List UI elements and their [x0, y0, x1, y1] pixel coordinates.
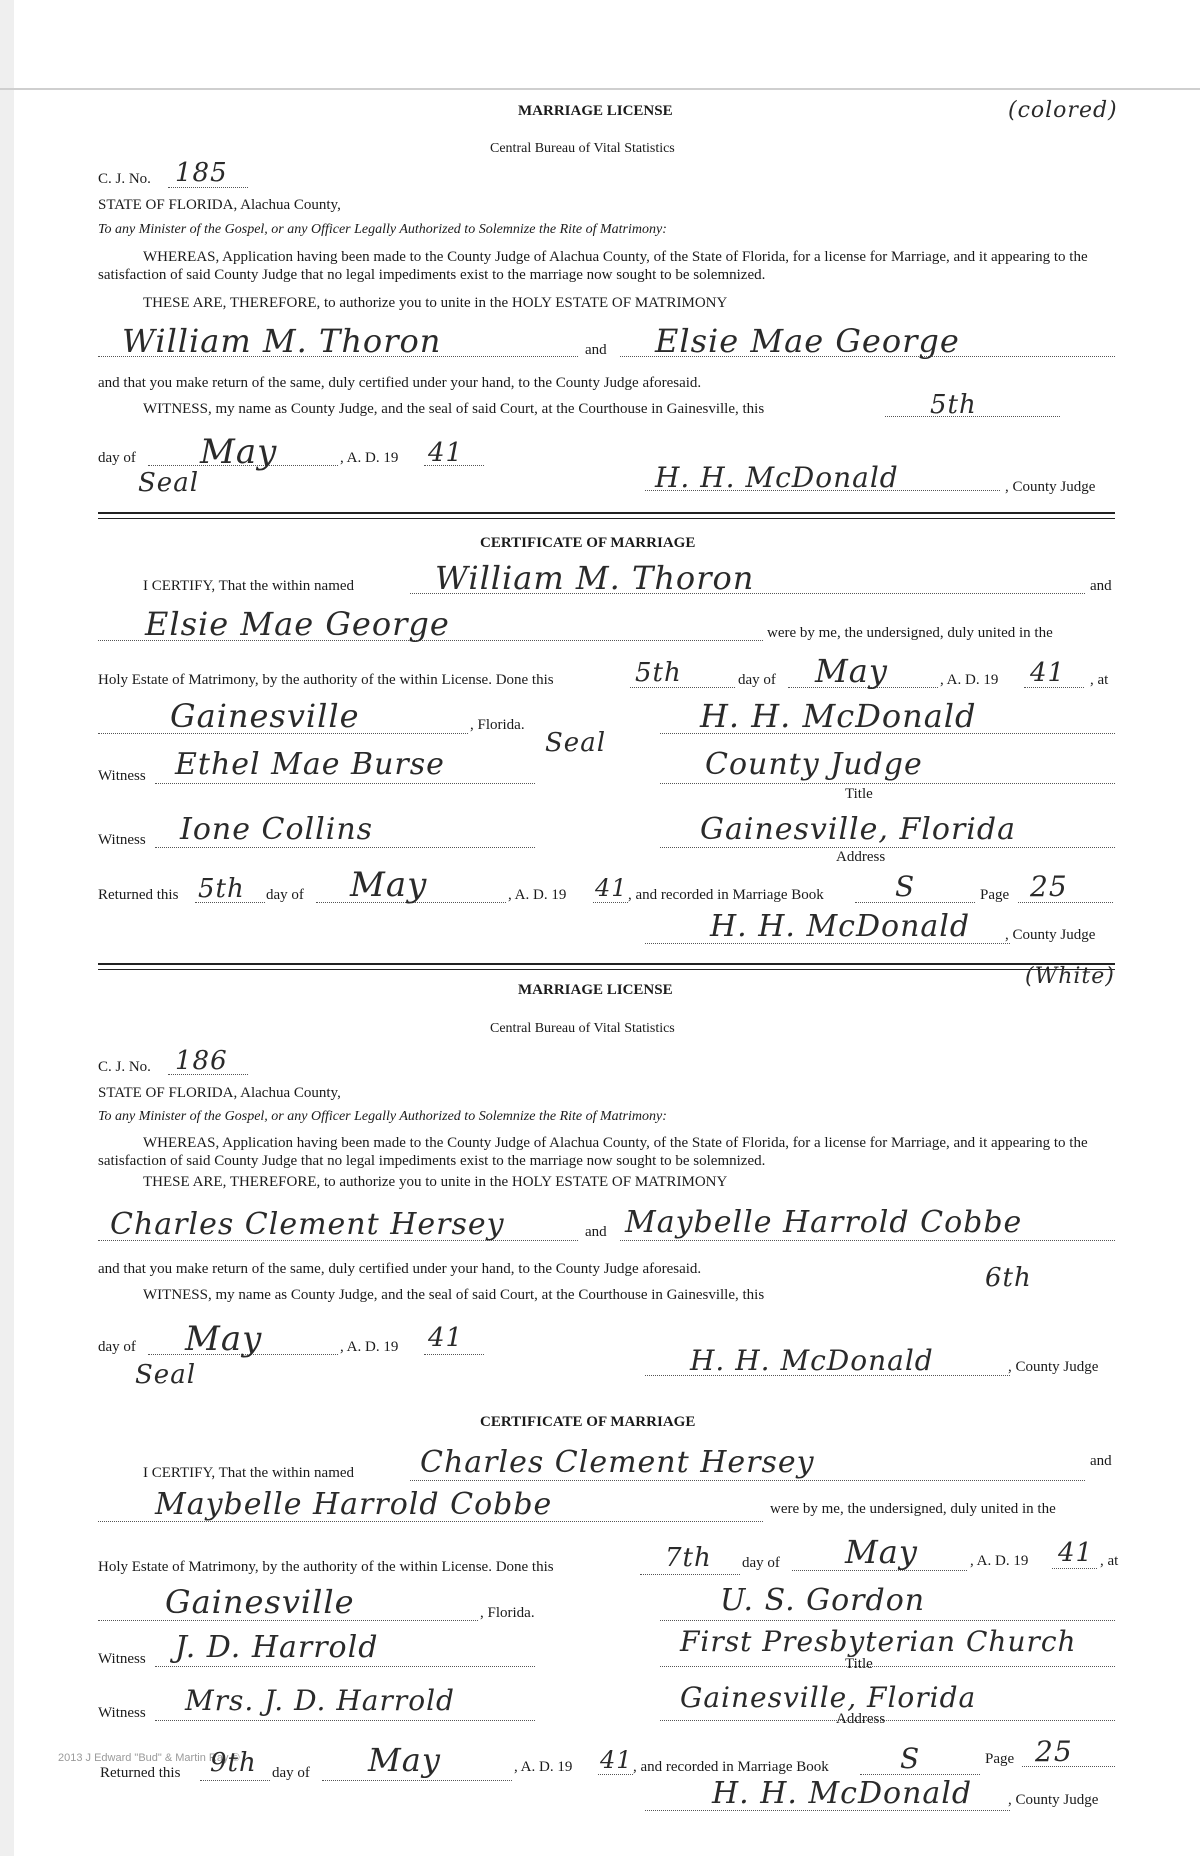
- cert2-address-label: Address: [836, 1711, 886, 1727]
- cert2-and: and: [1090, 1453, 1112, 1469]
- top-scan-band: [0, 88, 1200, 90]
- ret-year-line: [598, 1774, 633, 1775]
- divider: [98, 512, 1115, 514]
- cert2-i-certify: I CERTIFY, That the within named: [143, 1465, 355, 1481]
- cert2-groom: Charles Clement Hersey: [420, 1445, 815, 1480]
- cert2-bride: Maybelle Harrold Cobbe: [155, 1487, 553, 1522]
- cert2-officiant: U. S. Gordon: [720, 1583, 926, 1618]
- cert2-done-day: 7th: [665, 1543, 712, 1573]
- license1-title: MARRIAGE LICENSE: [518, 103, 673, 119]
- cert2-ret-ad: , A. D. 19: [514, 1759, 573, 1775]
- cert1-i-certify: I CERTIFY, That the within named: [143, 578, 355, 594]
- cert2-witness2-label: Witness: [98, 1705, 146, 1721]
- address-line: [660, 847, 1115, 848]
- witness2-line: [155, 1720, 535, 1721]
- cert1-title-value: County Judge: [705, 747, 923, 782]
- year-line: [1052, 1568, 1097, 1569]
- cert2-florida: , Florida.: [480, 1605, 535, 1621]
- license1-month: May: [200, 432, 278, 472]
- license2-seal: Seal: [135, 1360, 197, 1390]
- cert2-recorded: , and recorded in Marriage Book: [633, 1759, 829, 1775]
- cert1-judge-signature: H. H. McDonald: [710, 909, 971, 944]
- cert2-page: 25: [1035, 1735, 1073, 1768]
- cert1-florida: , Florida.: [470, 717, 525, 733]
- officiant-line: [660, 1620, 1115, 1621]
- title-line: [660, 1666, 1115, 1667]
- license2-groom: Charles Clement Hersey: [110, 1207, 505, 1242]
- license1-these-are: THESE ARE, THEREFORE, to authorize you to unite in the HOLY ESTATE OF MATRIMONY: [143, 295, 728, 311]
- cert1-title: CERTIFICATE OF MARRIAGE: [480, 535, 696, 551]
- license2-whereas: WHEREAS, Application having been made to the County Judge of Alachua County, of the State of Florida, for a license for Marriage, and it appearing to the satisfaction of said County Judge that no legal impediments exist to the marriage now sought to be solemnized.: [98, 1135, 1088, 1169]
- license2-cj-label: C. J. No.: [98, 1059, 151, 1075]
- cert1-officiant: H. H. McDonald: [700, 697, 977, 735]
- done-day-line: [640, 1574, 740, 1575]
- cert2-month: May: [845, 1533, 918, 1571]
- cert2-place: Gainesville: [165, 1583, 355, 1621]
- license1-day-of: day of: [98, 450, 136, 466]
- witness1-line: [155, 783, 535, 784]
- license1-and: and: [585, 342, 607, 358]
- cert2-returned-day: 9th: [210, 1748, 257, 1778]
- cert1-and: and: [1090, 578, 1112, 594]
- ret-year-line: [593, 902, 628, 903]
- cert1-page: 25: [1030, 870, 1068, 903]
- license1-witness-text: WITNESS, my name as County Judge, and the seal of said Court, at the Courthouse in Gainesville, this: [143, 401, 765, 417]
- license2-month: May: [185, 1319, 263, 1359]
- license1-day: 5th: [930, 390, 977, 420]
- cert2-united: were by me, the undersigned, duly united in the: [770, 1501, 1056, 1517]
- cert1-returned: Returned this: [98, 887, 179, 903]
- license2-return-text: and that you make return of the same, duly certified under your hand, to the County Judge aforesaid.: [98, 1261, 702, 1277]
- title-line: [660, 783, 1115, 784]
- cert1-day-of: day of: [738, 672, 776, 688]
- cert1-done-day: 5th: [635, 658, 682, 688]
- cert2-witness1-label: Witness: [98, 1651, 146, 1667]
- license1-cj-number: 185: [175, 158, 228, 188]
- cert2-ret-year: 41: [600, 1746, 633, 1774]
- bride-line: [620, 1240, 1115, 1241]
- license1-bureau: Central Bureau of Vital Statistics: [490, 141, 675, 156]
- cert1-address-value: Gainesville, Florida: [700, 812, 1016, 847]
- cert1-title-label: Title: [845, 786, 873, 802]
- license2-title: MARRIAGE LICENSE: [518, 982, 673, 998]
- license2-bride: Maybelle Harrold Cobbe: [625, 1205, 1023, 1240]
- witness2-line: [155, 847, 535, 848]
- license2-year: 41: [428, 1323, 464, 1353]
- cert2-returned: Returned this: [100, 1765, 181, 1781]
- cert2-title: CERTIFICATE OF MARRIAGE: [480, 1414, 696, 1430]
- license1-note: (colored): [1008, 98, 1118, 123]
- cert2-holy-estate: Holy Estate of Matrimony, by the authority of the within License. Done this: [98, 1559, 554, 1575]
- cert2-witness1: J. D. Harrold: [175, 1630, 379, 1665]
- license2-and: and: [585, 1224, 607, 1240]
- license1-cj-label: C. J. No.: [98, 171, 151, 187]
- cert2-county-judge: , County Judge: [1008, 1792, 1099, 1808]
- license2-judge-signature: H. H. McDonald: [690, 1344, 934, 1377]
- license1-to-any: To any Minister of the Gospel, or any Officer Legally Authorized to Solemnize the Rite of Matrimony:: [98, 222, 667, 237]
- cert1-ad: , A. D. 19: [940, 672, 999, 688]
- license2-day: 6th: [985, 1263, 1032, 1293]
- license2-cj-number: 186: [175, 1046, 228, 1076]
- license2-ad: , A. D. 19: [340, 1339, 399, 1355]
- watermark: 2013 J Edward "Bud" & Martin Ray ©: [58, 1752, 240, 1764]
- cert1-groom: William M. Thoron: [435, 559, 755, 597]
- license1-county-judge: , County Judge: [1005, 479, 1096, 495]
- cert2-witness2: Mrs. J. D. Harrold: [185, 1684, 455, 1717]
- license1-state: STATE OF FLORIDA, Alachua County,: [98, 197, 341, 213]
- license1-ad: , A. D. 19: [340, 450, 399, 466]
- cert2-day-of: day of: [742, 1555, 780, 1571]
- cert1-witness2: Ione Collins: [180, 812, 374, 847]
- cert1-witness1-label: Witness: [98, 768, 146, 784]
- cert2-title-value: First Presbyterian Church: [680, 1625, 1077, 1658]
- book-line: [855, 902, 975, 903]
- cert1-recorded: , and recorded in Marriage Book: [628, 887, 824, 903]
- cert1-at: , at: [1090, 672, 1109, 688]
- license1-bride: Elsie Mae George: [655, 322, 960, 360]
- cert1-witness1: Ethel Mae Burse: [175, 747, 445, 782]
- cert2-ret-month: May: [368, 1741, 441, 1779]
- cert2-address-value: Gainesville, Florida: [680, 1681, 977, 1714]
- license2-to-any: To any Minister of the Gospel, or any Officer Legally Authorized to Solemnize the Rite of Matrimony:: [98, 1109, 667, 1124]
- year-line: [424, 1354, 484, 1355]
- cert1-witness2-label: Witness: [98, 832, 146, 848]
- license2-county-judge: , County Judge: [1008, 1359, 1099, 1375]
- returned-day-line: [200, 1780, 270, 1781]
- license1-year: 41: [428, 438, 464, 468]
- witness1-line: [155, 1666, 535, 1667]
- cert1-year: 41: [1030, 658, 1066, 688]
- left-scan-edge: [0, 0, 14, 1856]
- divider: [98, 518, 1115, 519]
- address-line: [660, 1720, 1115, 1721]
- cert2-page-label: Page: [985, 1751, 1015, 1767]
- cert1-month: May: [815, 652, 888, 690]
- groom-line: [410, 1480, 1085, 1481]
- license1-judge-signature: H. H. McDonald: [655, 461, 899, 494]
- cert1-ret-year: 41: [595, 874, 628, 902]
- license1-return-text: and that you make return of the same, duly certified under your hand, to the County Judge aforesaid.: [98, 375, 702, 391]
- cert2-book: S: [900, 1742, 921, 1775]
- cert2-year: 41: [1058, 1538, 1094, 1568]
- cert2-ad: , A. D. 19: [970, 1553, 1029, 1569]
- cert1-ret-day-of: day of: [266, 887, 304, 903]
- ret-month-line: [322, 1780, 512, 1781]
- license2-bureau: Central Bureau of Vital Statistics: [490, 1021, 675, 1036]
- cert2-title-label: Title: [845, 1656, 873, 1672]
- cert1-page-label: Page: [980, 887, 1010, 903]
- license2-note: (White): [1025, 964, 1115, 989]
- cert1-county-judge: , County Judge: [1005, 927, 1096, 943]
- license2-state: STATE OF FLORIDA, Alachua County,: [98, 1085, 341, 1101]
- license2-day-of: day of: [98, 1339, 136, 1355]
- license2-witness-text: WITNESS, my name as County Judge, and the seal of said Court, at the Courthouse in Gainesville, this: [143, 1287, 765, 1303]
- license2-these-are: THESE ARE, THEREFORE, to authorize you to unite in the HOLY ESTATE OF MATRIMONY: [143, 1174, 728, 1190]
- cert1-bride: Elsie Mae George: [145, 605, 450, 643]
- cert1-ret-ad: , A. D. 19: [508, 887, 567, 903]
- cert1-place: Gainesville: [170, 697, 360, 735]
- cert2-at: , at: [1100, 1553, 1119, 1569]
- license1-groom: William M. Thoron: [122, 322, 442, 360]
- cert1-ret-month: May: [350, 865, 428, 905]
- cert1-holy-estate: Holy Estate of Matrimony, by the authority of the within License. Done this: [98, 672, 554, 688]
- divider: [98, 963, 1115, 965]
- license1-seal: Seal: [138, 468, 200, 498]
- license1-whereas: WHEREAS, Application having been made to the County Judge of Alachua County, of the State of Florida, for a license for Marriage, and it appearing to the satisfaction of said County Judge that no legal impediments exist to the marriage now sought to be solemnized.: [98, 249, 1088, 283]
- cert1-seal: Seal: [545, 728, 607, 758]
- cert1-book: S: [895, 870, 916, 903]
- cert2-judge-signature: H. H. McDonald: [712, 1776, 973, 1811]
- cert1-address-label: Address: [836, 849, 886, 865]
- book-line: [860, 1774, 980, 1775]
- cert2-ret-day-of: day of: [272, 1765, 310, 1781]
- cert1-united: were by me, the undersigned, duly united in the: [767, 625, 1053, 641]
- cert1-returned-day: 5th: [198, 874, 245, 904]
- divider: [98, 969, 1115, 970]
